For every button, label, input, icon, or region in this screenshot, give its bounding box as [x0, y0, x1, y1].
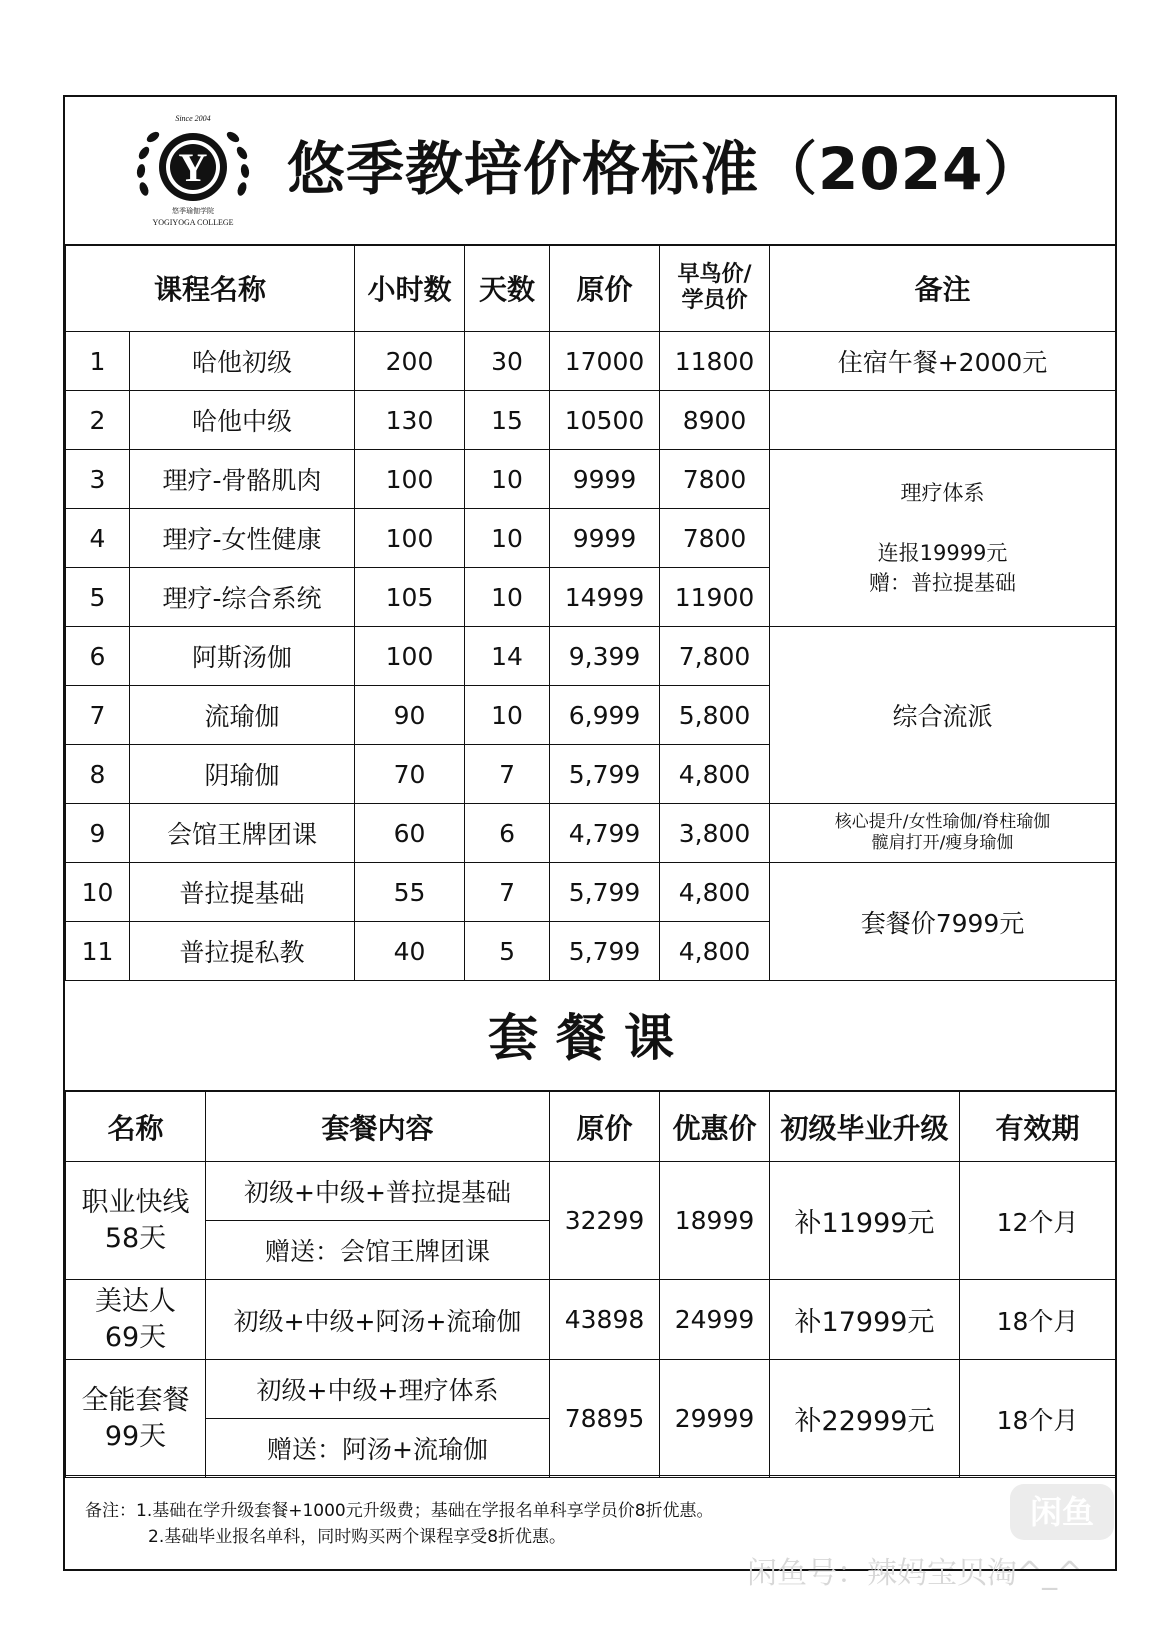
original-price: 17000 — [550, 332, 660, 391]
package-gift: 赠送：会馆王牌团课 — [206, 1221, 550, 1280]
hours: 100 — [355, 627, 465, 686]
note-empty — [770, 391, 1116, 450]
package-content: 初级+中级+理疗体系 — [206, 1360, 550, 1419]
row-number: 9 — [66, 804, 130, 863]
note-club-line1: 核心提升/女性瑜伽/脊柱瑜伽 — [834, 812, 1051, 832]
hours: 55 — [355, 863, 465, 922]
package-name-line1: 美达人 — [95, 1285, 176, 1317]
package-validity: 12个月 — [960, 1162, 1116, 1280]
price-sheet — [63, 95, 1117, 1571]
row-number: 1 — [66, 332, 130, 391]
package-original-price: 32299 — [550, 1162, 660, 1280]
header-package-discount: 优惠价 — [660, 1092, 770, 1162]
days: 5 — [465, 922, 550, 981]
days: 6 — [465, 804, 550, 863]
header-package-original: 原价 — [550, 1092, 660, 1162]
original-price: 10500 — [550, 391, 660, 450]
hours: 105 — [355, 568, 465, 627]
days: 10 — [465, 686, 550, 745]
package-name-line1: 全能套餐 — [81, 1384, 190, 1416]
early-price: 7,800 — [660, 627, 770, 686]
package-name — [66, 1280, 206, 1360]
days: 10 — [465, 509, 550, 568]
header-package-validity: 有效期 — [960, 1092, 1116, 1162]
days: 30 — [465, 332, 550, 391]
logo-since: Since 2004 — [175, 114, 211, 123]
row-number: 6 — [66, 627, 130, 686]
early-price: 8900 — [660, 391, 770, 450]
package-name — [66, 1162, 206, 1280]
course-name: 流瑜伽 — [130, 686, 355, 745]
package-section-title: 套餐课 — [65, 986, 1115, 1091]
table-row — [66, 863, 1116, 922]
note-physio-bundle: 连报19999元 — [877, 541, 1008, 565]
footer-note-line2: 2.基础毕业报名单科，同时购买两个课程享受8折优惠。 — [148, 1527, 567, 1547]
note-club-line2: 髋肩打开/瘦身瑜伽 — [871, 833, 1014, 853]
header-early-price-line2: 学员价 — [681, 288, 748, 313]
course-name: 理疗-综合系统 — [130, 568, 355, 627]
note-physio-system — [770, 450, 1116, 627]
header-package-upgrade: 初级毕业升级 — [770, 1092, 960, 1162]
header-early-price — [660, 245, 770, 332]
row-number: 10 — [66, 863, 130, 922]
logo-en-name: YOGIYOGA COLLEGE — [152, 218, 234, 227]
note-physio-title: 理疗体系 — [900, 481, 985, 505]
package-name-line1: 职业快线 — [81, 1186, 190, 1218]
row-number: 4 — [66, 509, 130, 568]
table-header-row — [66, 245, 1116, 332]
table-row — [66, 450, 1116, 509]
page-title: 悠季教培价格标准（2024） — [287, 135, 1043, 203]
package-duration: 99天 — [104, 1420, 167, 1452]
package-original-price: 43898 — [550, 1280, 660, 1360]
early-price: 5,800 — [660, 686, 770, 745]
course-name: 阴瑜伽 — [130, 745, 355, 804]
package-name — [66, 1360, 206, 1478]
package-row — [66, 1162, 1116, 1221]
package-original-price: 78895 — [550, 1360, 660, 1478]
hours: 70 — [355, 745, 465, 804]
early-price: 7800 — [660, 450, 770, 509]
table-row — [66, 627, 1116, 686]
days: 7 — [465, 863, 550, 922]
package-row — [66, 1280, 1116, 1360]
hours: 100 — [355, 509, 465, 568]
package-gift: 赠送：阿汤+流瑜伽 — [206, 1419, 550, 1478]
course-name: 理疗-女性健康 — [130, 509, 355, 568]
course-price-table — [65, 244, 1116, 981]
days: 15 — [465, 391, 550, 450]
original-price: 9999 — [550, 509, 660, 568]
watermark-logo: 闲鱼 — [1010, 1484, 1114, 1540]
package-content: 初级+中级+阿汤+流瑜伽 — [206, 1280, 550, 1360]
package-content: 初级+中级+普拉提基础 — [206, 1162, 550, 1221]
early-price: 4,800 — [660, 745, 770, 804]
package-discount-price: 29999 — [660, 1360, 770, 1478]
header-hours: 小时数 — [355, 245, 465, 332]
original-price: 14999 — [550, 568, 660, 627]
row-number: 2 — [66, 391, 130, 450]
logo-cn-name: 悠季瑜伽学院 — [172, 207, 214, 215]
original-price: 9,399 — [550, 627, 660, 686]
package-row — [66, 1360, 1116, 1419]
course-name: 阿斯汤伽 — [130, 627, 355, 686]
header-package-content: 套餐内容 — [206, 1092, 550, 1162]
header-notes: 备注 — [770, 245, 1116, 332]
note-physio-gift: 赠：普拉提基础 — [869, 571, 1017, 595]
early-price: 4,800 — [660, 863, 770, 922]
header-early-price-line1: 早鸟价/ — [677, 262, 752, 287]
hours: 40 — [355, 922, 465, 981]
college-logo — [127, 109, 259, 231]
package-validity: 18个月 — [960, 1360, 1116, 1478]
table-row — [66, 391, 1116, 450]
hours: 200 — [355, 332, 465, 391]
early-price: 11800 — [660, 332, 770, 391]
table-header-row — [66, 1092, 1116, 1162]
table-row — [66, 804, 1116, 863]
early-price: 7800 — [660, 509, 770, 568]
course-name: 哈他初级 — [130, 332, 355, 391]
original-price: 4,799 — [550, 804, 660, 863]
package-upgrade-fee: 补17999元 — [770, 1280, 960, 1360]
original-price: 5,799 — [550, 745, 660, 804]
note-mixed-schools: 综合流派 — [770, 627, 1116, 804]
package-upgrade-fee: 补11999元 — [770, 1162, 960, 1280]
note-pilates-bundle: 套餐价7999元 — [770, 863, 1116, 981]
original-price: 5,799 — [550, 863, 660, 922]
footer-note-line1: 备注：1.基础在学升级套餐+1000元升级费；基础在学报名单科享学员价8折优惠。 — [85, 1501, 714, 1521]
package-discount-price: 18999 — [660, 1162, 770, 1280]
header-course-name: 课程名称 — [66, 245, 355, 332]
row-number: 3 — [66, 450, 130, 509]
original-price: 5,799 — [550, 922, 660, 981]
row-number: 11 — [66, 922, 130, 981]
hours: 130 — [355, 391, 465, 450]
row-number: 7 — [66, 686, 130, 745]
course-name: 理疗-骨骼肌肉 — [130, 450, 355, 509]
package-duration: 69天 — [104, 1321, 167, 1353]
table-row — [66, 332, 1116, 391]
course-name: 普拉提基础 — [130, 863, 355, 922]
hours: 90 — [355, 686, 465, 745]
original-price: 9999 — [550, 450, 660, 509]
course-name: 哈他中级 — [130, 391, 355, 450]
hours: 60 — [355, 804, 465, 863]
row-number: 5 — [66, 568, 130, 627]
early-price: 11900 — [660, 568, 770, 627]
course-name: 会馆王牌团课 — [130, 804, 355, 863]
note-accommodation: 住宿午餐+2000元 — [770, 332, 1116, 391]
package-discount-price: 24999 — [660, 1280, 770, 1360]
course-name: 普拉提私教 — [130, 922, 355, 981]
early-price: 3,800 — [660, 804, 770, 863]
original-price: 6,999 — [550, 686, 660, 745]
package-table — [65, 1091, 1116, 1478]
package-validity: 18个月 — [960, 1280, 1116, 1360]
days: 10 — [465, 568, 550, 627]
package-upgrade-fee: 补22999元 — [770, 1360, 960, 1478]
package-duration: 58天 — [104, 1222, 167, 1254]
days: 14 — [465, 627, 550, 686]
days: 10 — [465, 450, 550, 509]
header-days: 天数 — [465, 245, 550, 332]
header-package-name: 名称 — [66, 1092, 206, 1162]
watermark-text: 闲鱼号：辣妈宝贝淘^_^ — [747, 1556, 1083, 1591]
row-number: 8 — [66, 745, 130, 804]
header — [65, 97, 1115, 246]
logo-letter: Y — [178, 145, 208, 190]
header-original-price: 原价 — [550, 245, 660, 332]
early-price: 4,800 — [660, 922, 770, 981]
days: 7 — [465, 745, 550, 804]
note-club-classes — [770, 804, 1116, 863]
hours: 100 — [355, 450, 465, 509]
